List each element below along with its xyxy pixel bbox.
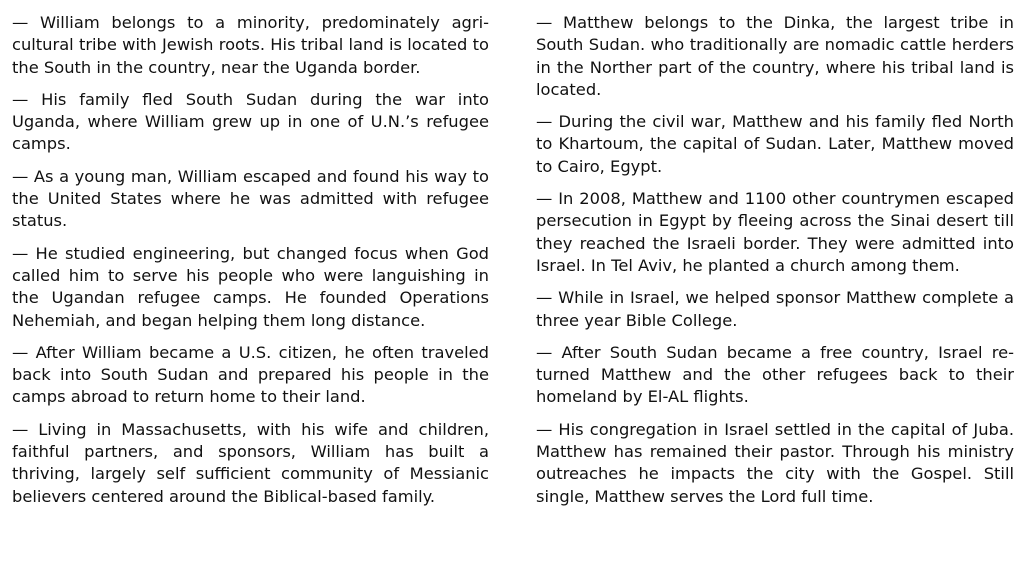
paragraph-william-massachusetts: — Living in Massachusetts, with his wife and children, faithful partners, and sponsors, William has built a thriving, largely self sufficient community of Messianic believers centered around the Biblical-based family.: [12, 419, 489, 506]
paragraph-matthew-return: — After South Sudan became a free country, Israel returned Matthew and the other refugees back to their homeland by El-AL flights.: [536, 342, 1014, 407]
paragraph-william-tribe: — William belongs to a minority, predominately agricultural tribe with Jewish roots. His tribal land is located to the South in the country, near the Uganda border.: [12, 13, 489, 77]
paragraph-william-engineering: — He studied engineering, but changed focus when God called him to serve his people who were languishing in the Ugandan refugee camps. He founded Operations Nehemiah, and began helping them long distance.: [12, 243, 489, 330]
right-column-matthew: [536, 12, 1014, 518]
paragraph-william-family-fled: — His family fled South Sudan during the war into Uganda, where William grew up in one of U.N.’s refugee camps.: [12, 89, 489, 154]
paragraph-matthew-2008: — In 2008, Matthew and 1100 other countrymen escaped persecution in Egypt by fleeing across the Sinai desert till they reached the Israeli border. They were admitted into Israel. In Tel Aviv, he planted a church among them.: [536, 189, 1014, 275]
paragraph-william-citizen: — After William became a U.S. citizen, he often traveled back into South Sudan and prepared his people in the camps abroad to return home to their land.: [12, 342, 489, 407]
paragraph-matthew-juba: — His congregation in Israel settled in the capital of Juba. Matthew has remained their pastor. Through his ministry outreaches he impacts the city with the Gospel. Still single, Matthew serves the Lord full time.: [536, 419, 1014, 506]
left-column-william: [12, 12, 489, 518]
paragraph-william-escape: — As a young man, William escaped and found his way to the United States where he was admitted with refugee status.: [12, 166, 489, 231]
paragraph-matthew-dinka: — Matthew belongs to the Dinka, the largest tribe in South Sudan. who traditionally are nomadic cattle herders in the Norther part of the country, where his tribal land is located.: [536, 13, 1014, 99]
paragraph-matthew-bible-college: — While in Israel, we helped sponsor Matthew complete a three year Bible College.: [536, 288, 1014, 330]
paragraph-matthew-civil-war: — During the civil war, Matthew and his family fled North to Khartoum, the capital of Sudan. Later, Matthew moved to Cairo, Egypt.: [536, 112, 1014, 176]
